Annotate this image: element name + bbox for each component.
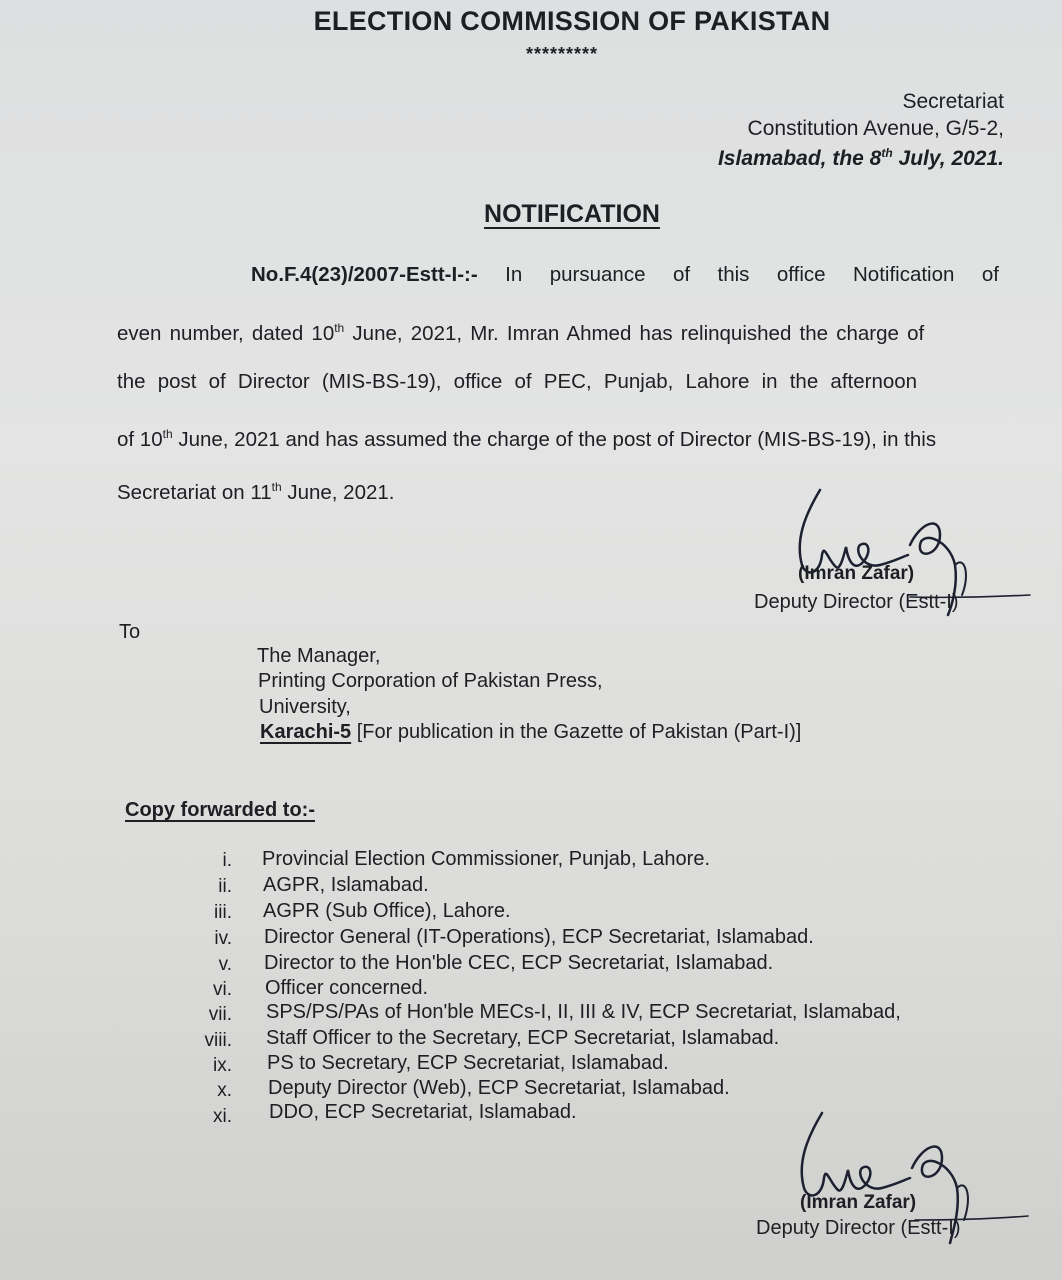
address-secretariat: Secretariat xyxy=(902,90,1004,113)
recipient-line-1: The Manager, xyxy=(257,645,381,667)
address-street: Constitution Avenue, G/5-2, xyxy=(747,117,1004,140)
recipient-line-3: University, xyxy=(259,696,351,718)
reference-number: No.F.4(23)/2007-Estt-I-:- xyxy=(251,263,478,286)
signatory-designation-bottom: Deputy Director (Estt-I) xyxy=(756,1217,961,1239)
signatory-name-bottom: (Imran Zafar) xyxy=(800,1192,917,1213)
date-line: Islamabad, the 8th July, 2021. xyxy=(717,146,1004,170)
notification-line-4: of 10th June, 2021 and has assumed the charge of the post of Director (MIS-BS-19), in this xyxy=(117,427,937,451)
recipient-line-2: Printing Corporation of Pakistan Press, xyxy=(258,670,603,692)
recipient-city: Karachi-5 xyxy=(260,721,352,743)
signatory-designation-top: Deputy Director (Estt-I) xyxy=(754,591,959,613)
notification-line-1: No.F.4(23)/2007-Estt-I-:- In pursuance of this office Notification of xyxy=(251,248,999,301)
notification-line-3: the post of Director (MIS-BS-19), office of PEC, Punjab, Lahore in the afternoon xyxy=(117,370,918,393)
notification-line-2: even number, dated 10th June, 2021, Mr. Imran Ahmed has relinquished the charge of xyxy=(117,321,925,345)
org-title: ELECTION COMMISSION OF PAKISTAN xyxy=(313,6,831,36)
title-stars: ********* xyxy=(525,44,599,64)
notification-line-5: Secretariat on 11th June, 2021. xyxy=(117,480,395,504)
signatory-name-top: (Imran Zafar) xyxy=(798,563,915,584)
copy-forwarded-heading: Copy forwarded to:- xyxy=(125,799,315,821)
to-label: To xyxy=(119,621,141,643)
notification-heading: NOTIFICATION xyxy=(484,200,660,228)
recipient-line-4: Karachi-5 [For publication in the Gazette of Pakistan (Part-I)] xyxy=(260,721,802,743)
